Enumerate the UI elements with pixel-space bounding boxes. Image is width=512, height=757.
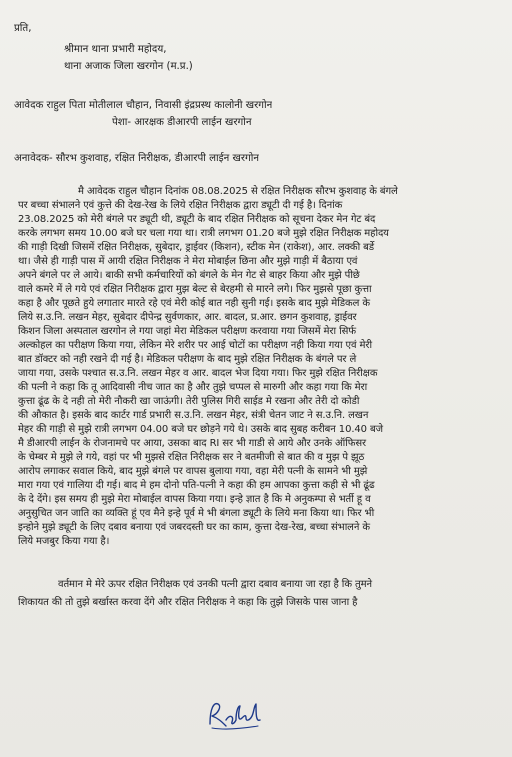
body-line: आरोप लगाकर सवाल किये, बाद मुझे बंगले पर वापस बुलाया गया, वहा मेरी पत्नी के सामने भी मुझे [18,466,368,477]
non-applicant-line: अनावेदक- सौरभ कुशवाह, रक्षित निरीक्षक, डीआरपी लाईन खरगोन [14,153,260,164]
addressee-line-2: थाना अजाक जिला खरगोन (म.प्र.) [64,61,193,72]
body-line: मै डीआरपी लाईन के रोजनामचे पर आया, उसका बाद RI सर भी गाडी से आये और उनके ऑफिसर [18,438,367,449]
body-line: अल्कोहल का परीक्षण किया गया, लेकिन मेरे शरीर पर आई चोटों का परीक्षण नही किया गया एवं मेरी [18,340,372,351]
closing-line: शिकायत की तो तुझे बर्खास्त करवा देंगे और रक्षित निरीक्षक ने कहा कि तुझे जिसके पास जाना है [18,597,358,608]
body-line: करके लगभग समय 10.00 बजे घर चला गया था। रात्री लगभग 01.20 बजे मुझे रक्षित निरीक्षक महोदय [18,228,389,239]
applicant-line-2: पेशा- आरक्षक डीआरपी लाईन खरगोन [112,117,252,128]
body-line: के चेम्बर मे मुझे ले गये, वहां पर भी मुझसे रक्षित निरीक्षक सर ने बतमीजी से बात की व मुझ पे झूठ [18,452,365,463]
body-line: 23.08.2025 को मेरी बंगले पर ड्यूटी थी, ड्यूटी के बाद रक्षित निरीक्षक को सूचना देकर मेन गेट बंद [18,214,376,225]
body-line: बात डॉक्टर को नही रखने दी गई है। मेडिकल परीक्षण के बाद मुझे रक्षित निरीक्षक के बंगले पर ले [18,354,357,365]
body-line: मै आवेदक राहुल चौहान दिनांक 08.08.2025 से रक्षित निरीक्षक सौरभ कुशवाह के बंगले [78,186,398,197]
body-line: कुत्ता ढूंढ के दे नही तो मेरी नौकरी खा जाऊंगी। तेरी पुलिस गिरी साईड मे रखना और तेरी दो कोडी [18,396,360,407]
body-line: था। जैसे ही गाड़ी पास में आयी रक्षित निरीक्षक ने मेरा मोबाईल छिना और मुझे गाड़ी में बैठाया एवं [18,256,358,267]
closing-line: वर्तमान मे मेरे ऊपर रक्षित निरीक्षक एवं उनकी पत्नी द्वारा दबाव बनाया जा रहा है कि तुमने [58,579,372,590]
body-line: पर बच्चा संभालने एवं कुत्ते की देख-रेख के लिये रक्षित निरीक्षक द्वारा ड्यूटी दी गई है। दिनांक [18,200,343,211]
body-line: वाले कमरे में ले गये एवं रक्षित निरीक्षक द्वारा मुझ बेल्ट से बेरहमी से मारने लगे। फिर मुझसे पूछा कुत्ता [18,284,372,295]
body-line: मेहर की गाड़ी से मुझे रात्री लगभग 04.00 बजे घर छोड़ने गये थे। उसके बाद सुबह करीबन 10.40 बजे [18,424,383,435]
body-line: अपने बंगले पर ले आये। बाकी सभी कर्मचारियों को बंगले के मेन गेट से बाहर किया और मुझे पीछे [18,270,360,281]
body-line: मारा गया एवं गालिया दी गई। बाद मे हम दोनो पति-पत्नी ने कहा की हम आपका कुत्ता कही से भी ढूंढ [18,480,375,491]
salutation-prati: प्रति, [14,23,32,34]
body-line: अनुसुचित जन जाति का व्यक्ति हूं एव मैने इन्हे पूर्व मे भी बंगला ड्यूटी के लिये मना किया था। फिर भी [18,508,375,519]
handwritten-signature [204,694,264,734]
body-line: की औकात है। इसके बाद कार्टर गार्ड प्रभारी स.उ.नि. लखन मेहर, संत्री चेतन जाट ने स.उ.नि. लखन [18,410,369,421]
body-line: की पत्नी ने कहा कि तू आदिवासी नीच जात का है और तुझे चप्पल से मारुगी और कहा गया कि मेरा [18,382,368,393]
body-line: इन्होने मुझे ड्यूटी के लिए दबाव बनाया एवं जबरदस्ती घर का काम, कुत्ता देख-रेख, बच्चा संभालने के [18,522,370,533]
body-line: की गाड़ी दिखी जिसमें रक्षित निरीक्षक, सुबेदार, ड्राईवर (किशन), स्टीक मेन (राकेश), आर. लक्की बर्डे [18,242,375,253]
body-line: जाया गया, उसके पश्चात स.उ.नि. लखन मेहर व आर. बादल भेज दिया गया। फिर मुझे रक्षित निरीक्षक [18,368,378,379]
body-line: के दे देंगे। इस समय ही मुझे मेरा मोबाईल वापस किया गया। इन्हे ज्ञात है कि मे अनुकम्पा से भर्ती हू व [18,494,371,505]
body-line: लिये मजबुर किया गया है। [18,536,110,547]
body-line: लिये स.उ.नि. लखन मेहर, सुबेदार दीपेन्द्र सुर्वणकार, आर. बादल, प्र.आर. छगन कुशवाह, ड्राईवर [18,312,357,323]
body-line: किशन जिला अस्पताल खरगोन ले गया जहां मेरा मेडिकल परीक्षण करवाया गया जिसमें मेरा सिर्फ [18,326,356,337]
body-line: कहा है और पूछते हुये लगातार मारते रहे एवं मेरी कोई बात नही सुनी गई। इसके बाद मुझे मेडिकल के [18,298,370,309]
applicant-line-1: आवेदक राहुल पिता मोतीलाल चौहान, निवासी इंद्रप्रस्थ कालोनी खरगोन [14,100,273,111]
addressee-line-1: श्रीमान थाना प्रभारी महोदय, [64,44,167,55]
